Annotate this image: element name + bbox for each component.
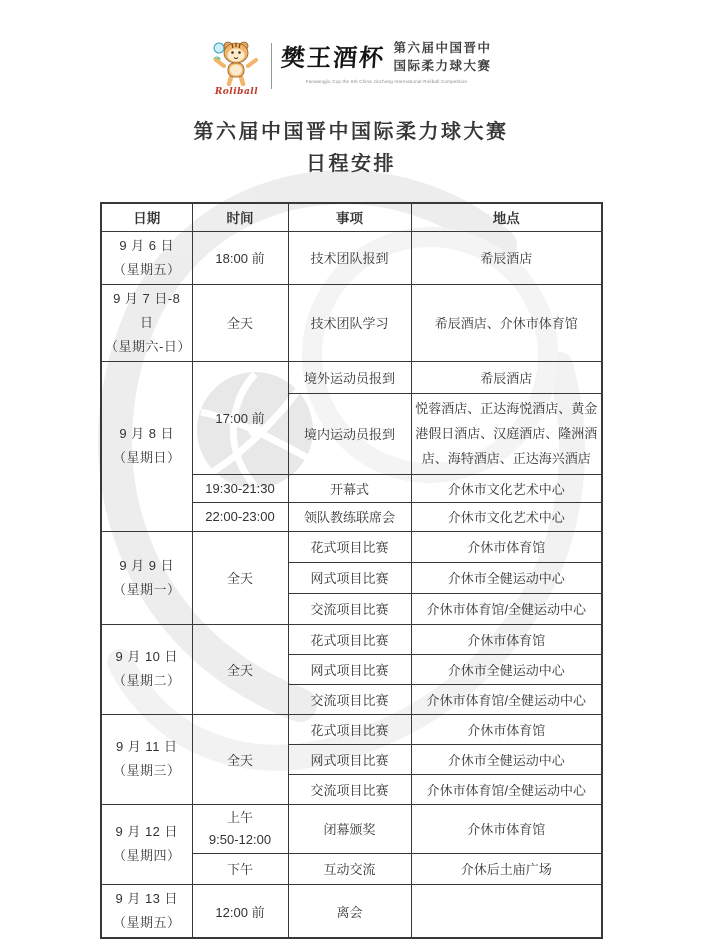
cell-venue: 介休市体育馆 bbox=[411, 531, 602, 562]
table-row bbox=[101, 231, 602, 284]
cell-event: 花式项目比赛 bbox=[288, 624, 411, 654]
table-row bbox=[101, 624, 602, 654]
cell-venue: 介休市全健运动中心 bbox=[411, 744, 602, 774]
cell-time: 12:00 前 bbox=[192, 884, 288, 938]
cell-venue: 悦蓉酒店、正达海悦酒店、黄金港假日酒店、汉庭酒店、隆洲酒店、海特酒店、正达海兴酒店 bbox=[411, 393, 602, 474]
header-date: 日期 bbox=[101, 203, 192, 231]
table-row bbox=[101, 531, 602, 562]
event-name-line2: 国际柔力球大赛 bbox=[393, 58, 492, 73]
cell-time: 19:30-21:30 bbox=[192, 474, 288, 502]
header-time: 时间 bbox=[192, 203, 288, 231]
cell-event: 互动交流 bbox=[288, 853, 411, 884]
logo-divider bbox=[271, 43, 272, 89]
cell-venue bbox=[411, 884, 602, 938]
cell-time bbox=[192, 804, 288, 853]
date-line: 9 月 6 日 bbox=[119, 237, 175, 253]
cell-time: 全天 bbox=[192, 714, 288, 804]
time-line: 9:50-12:00 bbox=[208, 831, 272, 847]
cell-venue: 介休市文化艺术中心 bbox=[411, 502, 602, 531]
cell-venue: 介休市体育馆/全健运动中心 bbox=[411, 593, 602, 624]
page-subtitle: 日程安排 bbox=[306, 153, 396, 175]
cell-event: 境外运动员报到 bbox=[288, 361, 411, 393]
cell-event: 网式项目比赛 bbox=[288, 562, 411, 593]
logo-header bbox=[0, 40, 702, 97]
cell-time: 18:00 前 bbox=[192, 231, 288, 284]
cell-event: 交流项目比赛 bbox=[288, 593, 411, 624]
cell-date bbox=[101, 531, 192, 624]
date-line: （星期五） bbox=[112, 261, 181, 277]
table-row bbox=[101, 804, 602, 853]
schedule-table bbox=[100, 202, 603, 939]
date-line: （星期一） bbox=[112, 581, 181, 597]
cell-venue: 介休市体育馆/全健运动中心 bbox=[411, 774, 602, 804]
cell-venue: 希辰酒店 bbox=[411, 361, 602, 393]
table-row bbox=[101, 284, 602, 361]
cell-venue: 介休市体育馆 bbox=[411, 624, 602, 654]
cell-event: 开幕式 bbox=[288, 474, 411, 502]
cell-event: 交流项目比赛 bbox=[288, 684, 411, 714]
cell-time: 全天 bbox=[192, 284, 288, 361]
cell-date bbox=[101, 714, 192, 804]
cell-venue: 介休市文化艺术中心 bbox=[411, 474, 602, 502]
date-line: （星期五） bbox=[112, 915, 181, 930]
cell-event: 境内运动员报到 bbox=[288, 393, 411, 474]
cell-event: 花式项目比赛 bbox=[288, 714, 411, 744]
date-line: 9 月 8 日 bbox=[119, 426, 175, 442]
cell-event: 离会 bbox=[288, 884, 411, 938]
cell-venue: 介休市全健运动中心 bbox=[411, 654, 602, 684]
cell-venue: 介休后土庙广场 bbox=[411, 853, 602, 884]
header-event: 事项 bbox=[288, 203, 411, 231]
table-header-row bbox=[101, 203, 602, 231]
cell-venue: 希辰酒店、介休市体育馆 bbox=[411, 284, 602, 361]
cell-venue: 介休市体育馆/全健运动中心 bbox=[411, 684, 602, 714]
time-line: 上午 bbox=[226, 809, 253, 825]
cell-date bbox=[101, 624, 192, 714]
cell-event: 网式项目比赛 bbox=[288, 654, 411, 684]
date-line: （星期日） bbox=[112, 450, 181, 466]
table-row bbox=[101, 714, 602, 744]
table-row bbox=[101, 884, 602, 938]
date-line: 9 月 13 日 bbox=[115, 890, 179, 906]
date-line: （星期二） bbox=[112, 673, 181, 689]
date-line: （星期三） bbox=[112, 763, 181, 779]
cell-date bbox=[101, 231, 192, 284]
cell-event: 领队教练联席会 bbox=[288, 502, 411, 531]
mascot-brand-text: Roliball bbox=[214, 87, 259, 97]
cell-event: 闭幕颁奖 bbox=[288, 804, 411, 853]
cell-event: 网式项目比赛 bbox=[288, 744, 411, 774]
event-name-line1: 第六届中国晋中 bbox=[393, 41, 492, 55]
cell-venue: 介休市体育馆 bbox=[411, 804, 602, 853]
cell-event: 技术团队报到 bbox=[288, 231, 411, 284]
cell-event: 花式项目比赛 bbox=[288, 531, 411, 562]
cell-event: 交流项目比赛 bbox=[288, 774, 411, 804]
cell-date bbox=[101, 884, 192, 938]
cell-time: 全天 bbox=[192, 624, 288, 714]
date-line: （星期六-日） bbox=[105, 338, 191, 354]
cell-venue: 介休市全健运动中心 bbox=[411, 562, 602, 593]
date-line: （星期四） bbox=[112, 848, 181, 864]
brand-calligraphy: 樊王酒杯 bbox=[280, 42, 387, 72]
cell-venue: 介休市体育馆 bbox=[411, 714, 602, 744]
cell-event: 技术团队学习 bbox=[288, 284, 411, 361]
mascot-icon bbox=[212, 40, 260, 86]
cell-time: 22:00-23:00 bbox=[192, 502, 288, 531]
date-line: 9 月 9 日 bbox=[119, 557, 175, 573]
cell-date bbox=[101, 361, 192, 531]
date-line: 9 月 10 日 bbox=[115, 649, 179, 665]
event-name-block bbox=[393, 40, 491, 75]
header-venue: 地点 bbox=[411, 203, 602, 231]
date-line: 9 月 11 日 bbox=[115, 739, 178, 755]
cell-venue: 希辰酒店 bbox=[411, 231, 602, 284]
page-title: 第六届中国晋中国际柔力球大赛 bbox=[193, 121, 509, 143]
event-name-english: Fanwangjiu Cup the 6th China Jinzhong International Roliball Competition bbox=[305, 79, 468, 84]
cell-time: 全天 bbox=[192, 531, 288, 624]
date-line: 9 月 12 日 bbox=[115, 824, 179, 840]
table-row bbox=[101, 361, 602, 393]
cell-time: 下午 bbox=[192, 853, 288, 884]
logo-text-block bbox=[281, 40, 491, 84]
mascot-block bbox=[210, 40, 262, 97]
date-line: 9 月 7 日-8 日 bbox=[113, 290, 181, 330]
cell-date bbox=[101, 804, 192, 884]
cell-date bbox=[101, 284, 192, 361]
cell-time: 17:00 前 bbox=[192, 361, 288, 474]
